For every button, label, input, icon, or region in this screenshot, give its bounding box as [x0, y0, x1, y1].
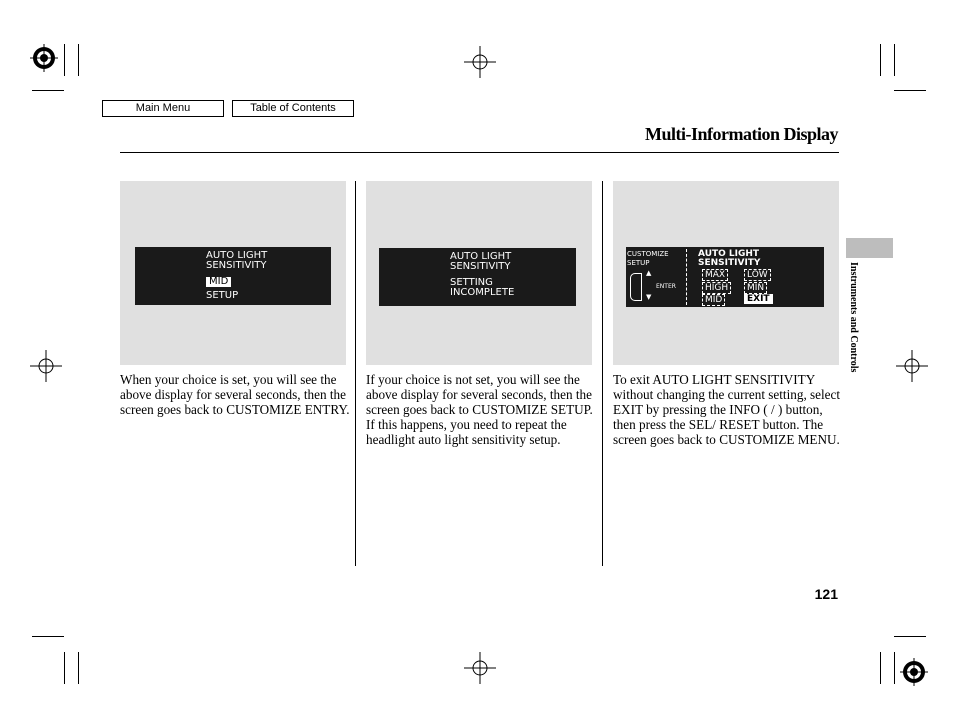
body-paragraph: To exit AUTO LIGHT SENSITIVITY without changing the current setting, select EXIT by pressing the INFO ( / ) button, then press the SEL/ RESET button. The screen goes back to CUSTOMIZE MENU. — [613, 372, 841, 447]
column-divider — [355, 181, 356, 566]
crop-mark — [894, 90, 926, 91]
lcd-line: AUTO LIGHT — [450, 251, 512, 262]
crosshair-icon — [896, 350, 928, 382]
lcd-screen — [626, 247, 824, 307]
lcd-bracket-icon — [630, 273, 642, 301]
table-of-contents-button[interactable]: Table of Contents — [232, 100, 354, 117]
column-divider — [602, 181, 603, 566]
display-illustration — [366, 181, 592, 365]
lcd-label: SETUP — [627, 259, 650, 267]
crop-mark — [64, 44, 65, 76]
page-number: 121 — [814, 586, 838, 602]
crosshair-icon — [464, 652, 496, 684]
crop-mark — [78, 652, 79, 684]
header-rule — [120, 152, 839, 153]
crop-mark — [894, 652, 895, 684]
lcd-label: CUSTOMIZE — [627, 250, 669, 258]
crop-mark — [64, 652, 65, 684]
lcd-line: AUTO LIGHT — [206, 250, 268, 261]
crop-mark — [32, 90, 64, 91]
crosshair-icon — [30, 350, 62, 382]
lcd-line: SETTING — [450, 277, 493, 288]
crop-mark — [32, 636, 64, 637]
crop-mark — [880, 652, 881, 684]
lcd-option: MID — [702, 294, 725, 306]
lcd-option: MAX — [702, 269, 728, 281]
crop-mark — [78, 44, 79, 76]
display-illustration — [613, 181, 839, 365]
body-paragraph: If your choice is not set, you will see the above display for several seconds, then the screen goes back to CUSTOMIZE SETUP. If this happens, you need to repeat the headlight auto light sensitivity setup. — [366, 372, 593, 447]
registration-mark-icon — [900, 658, 928, 686]
display-illustration — [120, 181, 346, 365]
registration-mark-icon — [30, 44, 58, 72]
lcd-selected-option: MID — [206, 277, 231, 287]
lcd-screen — [379, 248, 576, 306]
lcd-divider — [686, 249, 688, 305]
lcd-screen — [135, 247, 331, 305]
lcd-option: LOW — [744, 269, 771, 281]
lcd-line: SENSITIVITY — [206, 260, 267, 271]
lcd-option: MIN — [744, 282, 767, 294]
section-label: Instruments and Controls — [848, 262, 859, 373]
lcd-line: INCOMPLETE — [450, 287, 515, 298]
crosshair-icon — [464, 46, 496, 78]
crop-mark — [894, 636, 926, 637]
page-title: Multi-Information Display — [644, 124, 838, 144]
lcd-selected-option: EXIT — [744, 294, 773, 304]
lcd-label: ENTER — [656, 283, 676, 290]
crop-mark — [880, 44, 881, 76]
lcd-line: SETUP — [206, 290, 239, 301]
scroll-arrows-icon: ▲ ▼ — [646, 269, 652, 301]
section-tab — [846, 238, 893, 258]
lcd-line: SENSITIVITY — [450, 261, 511, 272]
main-menu-button[interactable]: Main Menu — [102, 100, 224, 117]
lcd-line: SENSITIVITY — [698, 258, 761, 268]
lcd-option: HIGH — [702, 282, 731, 294]
body-paragraph: When your choice is set, you will see the above display for several seconds, then the screen goes back to CUSTOMIZE ENTRY. — [120, 372, 350, 417]
crop-mark — [894, 44, 895, 76]
lcd-line: AUTO LIGHT — [698, 249, 760, 259]
